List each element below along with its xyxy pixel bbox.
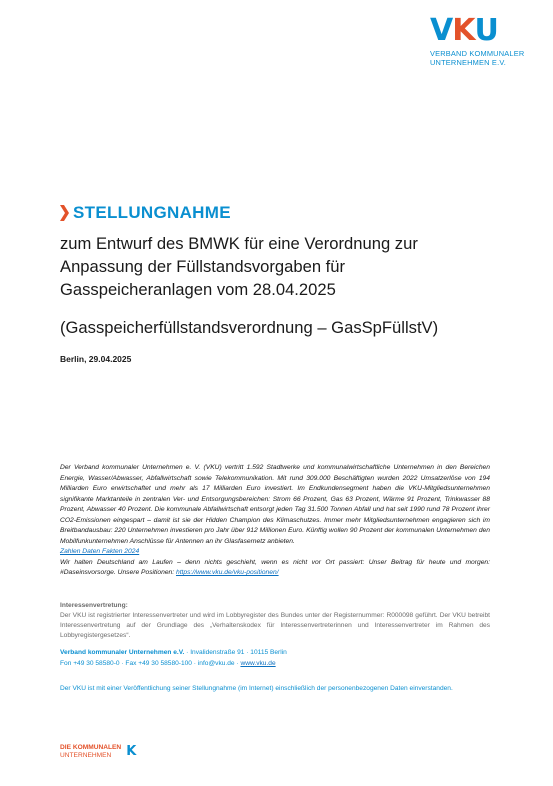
intro-closing [60,558,490,579]
positions-link[interactable]: https://www.vku.de/vku-positionen/ [175,569,279,576]
document-title [60,232,480,301]
logo-letter-k: K [452,13,475,48]
document-date: Berlin, 29.04.2025 [60,354,132,364]
footer-logo-line-2: UNTERNEHMEN [60,751,112,759]
document-subtitle: (Gasspeicherfüllstandsverordnung – GasSpFüllstV) [60,318,439,337]
footer-logo-line-1: DIE KOMMUNALEN [60,744,122,752]
vku-logo [430,13,540,67]
footer-logo [60,744,136,759]
web-link[interactable]: www.vku.de [240,660,276,667]
footer-logo-mark: K [126,744,137,759]
facts-link[interactable]: Zahlen Daten Fakten 2024 [60,548,140,555]
consent-note: Der VKU ist mit einer Veröffentlichung seiner Stellungnahme (im Internet) einschließlich der personenbezogenen Daten einverstanden. [60,685,453,692]
kicker-text: STELLUNGNAHME [73,203,231,222]
title-line-2: Anpassung der Füllstandsvorgaben für [60,257,346,276]
contact-address-line [60,647,490,658]
logo-letter-u: U [474,13,498,48]
contact-section [60,647,490,669]
contact-org: Verband kommunaler Unternehmen e.V. [60,649,185,656]
contact-phone: Fon +49 30 58580-0 · Fax +49 30 58580-100 · info@vku.de · [60,660,241,667]
chevron-right-icon [60,205,69,221]
title-line-1: zum Entwurf des BMWK für eine Verordnung zur [60,234,418,253]
title-line-3: Gasspeicheranlagen vom 28.04.2025 [60,280,336,299]
intro-paragraph: Der Verband kommunaler Unternehmen e. V. (VKU) vertritt 1.592 Stadtwerke und kommunalwirtschaftliche Unternehmen in den Bereichen Energie, Wasser/Abwasser, Abfallwirtschaft sowie Telekommunikation. Mit rund 309.000 Beschäftigten wurden 2022 Umsatzerlöse von 194 Milliarden Euro erwirtschaftet und mehr als 17 Milliarden Euro investiert. Im Endkundensegment haben die VKU-Mitgliedsunternehmen signifikante Marktanteile in zentralen Ver- und Entsorgungsbereichen: Strom 66 Prozent, Gas 63 Prozent, Wärme 91 Prozent, Trinkwasser 88 Prozent, Abwasser 40 Prozent. Die kommunale Abfallwirtschaft entsorgt jeden Tag 31.500 Tonnen Abfall und hat seit 1990 rund 78 Prozent ihrer CO2-Emissionen eingespart – damit ist sie der Hidden Champion des Klimaschutzes. Immer mehr Mitgliedsunternehmen engagieren sich im Breitbandausbau: 220 Unternehmen investieren pro Jahr über 912 Millionen Euro. Künftig wollen 90 Prozent der kommunalen Unternehmen den Mobilfunkunternehmen Anschlüsse für Antennen an ihr Glasfasernetz anbieten. [60,464,490,545]
interest-text: Der VKU ist registrierter Interessenvertreter und wird im Lobbyregister des Bundes unter der Registernummer: R000098 geführt. Der VKU betreibt Interessenvertretung auf der Grundlage des „Verhaltenskodex für Interessenvertreterinnen und Interessenvertreter im Rahmen des Lobbyregistergesetzes“. [60,612,490,639]
interest-section [60,601,490,641]
logo-subline-2: UNTERNEHMEN E.V. [430,57,507,67]
intro-section [60,463,490,579]
interest-label: Interessenvertretung: [60,602,128,609]
intro-closing-text: Wir halten Deutschland am Laufen – denn nichts geschieht, wenn es nicht vor Ort passiert: Unser Beitrag für heute und morgen: #Daseinsvorsorge. Unsere Positionen: [60,558,490,576]
vku-logo-mark [430,13,540,48]
contact-address: · Invalidenstraße 91 · 10115 Berlin [184,649,287,656]
footer-logo-text [60,744,121,759]
logo-subline [430,50,540,67]
document-kicker [60,203,231,223]
logo-subline-1: VERBAND KOMMUNALER [430,49,525,58]
contact-phone-line [60,658,490,669]
logo-letter-v: V [430,13,453,48]
